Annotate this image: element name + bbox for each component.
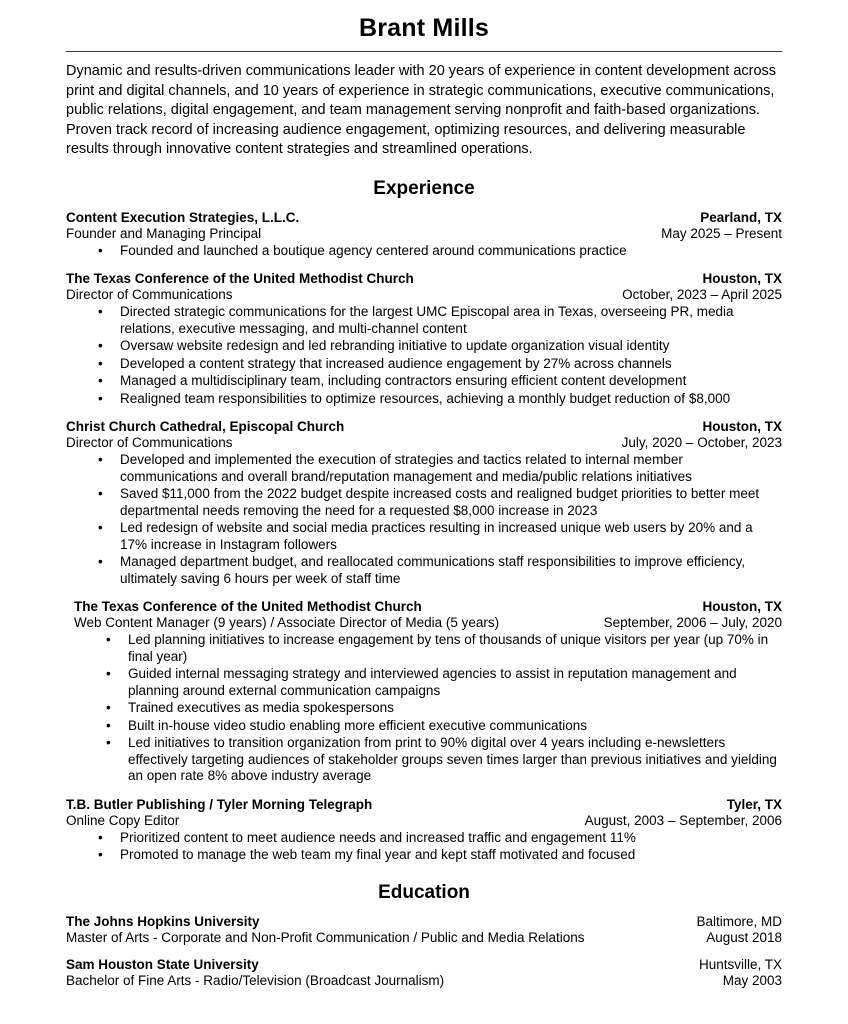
education-school-row	[66, 914, 782, 929]
list-item-text: Prioritized content to meet audience needs and increased traffic and engagement 11%	[120, 829, 636, 845]
bullet-icon: •	[98, 373, 103, 388]
list-item-text: Founded and launched a boutique agency centered around communications practice	[120, 242, 627, 258]
list-item	[98, 554, 782, 587]
experience-title-row	[66, 435, 782, 450]
experience-company-row	[66, 797, 782, 812]
section-heading-education: Education	[378, 881, 470, 903]
company-location: Pearland, TX	[700, 209, 782, 225]
school-location: Huntsville, TX	[698, 956, 782, 972]
list-item-text: Led planning initiatives to increase engagement by tens of thousands of unique visitors per year (up 70% in final year)	[128, 632, 769, 664]
achievement-list	[66, 452, 782, 587]
bullet-icon: •	[106, 735, 111, 750]
education-school-row	[66, 957, 782, 972]
graduation-date: May 2003	[722, 972, 782, 988]
list-item	[98, 338, 782, 355]
job-dates: July, 2020 – October, 2023	[621, 435, 782, 450]
company-name: The Texas Conference of the United Methodist Church	[66, 271, 414, 286]
list-item	[98, 486, 782, 519]
school-name: The Johns Hopkins University	[66, 913, 260, 929]
list-item	[106, 666, 782, 699]
list-item	[98, 356, 782, 373]
list-item	[106, 718, 782, 735]
bullet-icon: •	[98, 390, 103, 406]
list-item	[98, 520, 782, 553]
bullet-icon: •	[98, 829, 103, 845]
achievement-list	[66, 243, 782, 260]
school-name: Sam Houston State University	[66, 956, 259, 972]
school-location: Baltimore, MD	[696, 913, 782, 929]
list-item-text: Saved $11,000 from the 2022 budget despite increased costs and realigned budget priorities to better meet departmental needs removing the need for a requested $8,000 increase in 2023	[120, 486, 760, 518]
bullet-icon: •	[106, 717, 111, 733]
list-item	[98, 304, 782, 337]
experience-title-row	[66, 226, 782, 241]
list-item-text: Oversaw website redesign and led rebranding initiative to update organization visual identity	[120, 338, 670, 353]
bullet-icon: •	[106, 666, 111, 681]
list-item-text: Directed strategic communications for the largest UMC Episcopal area in Texas, overseeing PR, media relations, executive messaging, and multi-channel content	[120, 304, 734, 336]
achievement-list	[74, 632, 782, 785]
company-location: Houston, TX	[702, 599, 782, 614]
achievement-list	[66, 830, 782, 864]
bullet-icon: •	[98, 520, 103, 535]
bullet-icon: •	[98, 486, 103, 501]
experience-entry	[66, 797, 782, 864]
list-item-text: Developed a content strategy that increased audience engagement by 27% across channels	[120, 355, 672, 371]
education-entry	[66, 957, 782, 988]
experience-company-row	[66, 419, 782, 434]
job-dates: August, 2003 – September, 2006	[584, 812, 782, 828]
company-location: Houston, TX	[702, 271, 782, 286]
bullet-icon: •	[98, 847, 103, 862]
graduation-date: August 2018	[706, 929, 782, 945]
degree-name: Bachelor of Fine Arts - Radio/Television (Broadcast Journalism)	[66, 972, 445, 988]
experience-company-row	[66, 210, 782, 225]
bullet-icon: •	[106, 632, 111, 647]
job-title: Online Copy Editor	[66, 812, 180, 828]
degree-name: Master of Arts - Corporate and Non-Profit Communication / Public and Media Relations	[66, 929, 585, 945]
list-item-text: Led redesign of website and social media practices resulting in increased unique web users by 20% and a 17% increase in Instagram followers	[120, 520, 753, 552]
list-item	[98, 391, 782, 408]
experience-entry	[66, 271, 782, 407]
section-heading-experience: Experience	[373, 177, 475, 199]
list-item	[106, 632, 782, 665]
bullet-icon: •	[98, 554, 103, 569]
education-degree-row	[66, 973, 782, 988]
bullet-icon: •	[106, 700, 111, 715]
job-title: Founder and Managing Principal	[66, 225, 262, 241]
experience-entry	[66, 419, 782, 587]
experience-company-row	[66, 271, 782, 286]
company-name: The Texas Conference of the United Methodist Church	[74, 599, 422, 614]
list-item-text: Trained executives as media spokespersons	[128, 700, 394, 715]
experience-title-row	[66, 287, 782, 302]
bullet-icon: •	[98, 242, 103, 258]
education-entry	[66, 914, 782, 945]
list-item	[98, 373, 782, 390]
summary-paragraph: Dynamic and results-driven communications leader with 20 years of experience in content development across print and digital channels, and 10 years of experience in strategic communications, executive communications, public relations, digital engagement, and team management serving nonprofit and faith-based organizations. Proven track record of increasing audience engagement, optimizing resources, and delivering measurable results through innovative content strategies and streamlined operations.	[66, 63, 777, 157]
list-item	[98, 847, 782, 864]
bullet-icon: •	[98, 452, 103, 467]
job-dates: October, 2023 – April 2025	[622, 287, 782, 302]
list-item-text: Realigned team responsibilities to optimize resources, achieving a monthly budget reduction of $8,000	[120, 390, 731, 406]
experience-entry	[66, 599, 782, 785]
education-degree-row	[66, 930, 782, 945]
experience-title-row	[66, 813, 782, 828]
bullet-icon: •	[98, 355, 103, 371]
list-item-text: Developed and implemented the execution of strategies and tactics related to internal member communications and overall brand/reputation management and media/public relations initiatives	[120, 452, 692, 484]
experience-company-row	[74, 599, 782, 614]
job-title: Director of Communications	[66, 435, 233, 450]
list-item	[98, 243, 782, 260]
company-location: Houston, TX	[702, 419, 782, 434]
list-item	[106, 700, 782, 717]
bullet-icon: •	[98, 338, 103, 353]
list-item	[98, 830, 782, 847]
company-name: T.B. Butler Publishing / Tyler Morning Telegraph	[66, 796, 373, 812]
bullet-icon: •	[98, 304, 103, 319]
list-item-text: Managed department budget, and reallocated communications staff responsibilities to improve efficiency, ultimately saving 6 hours per week of staff time	[120, 554, 746, 586]
list-item-text: Built in-house video studio enabling more efficient executive communications	[128, 717, 588, 733]
company-name: Content Execution Strategies, L.L.C.	[66, 209, 300, 225]
list-item-text: Led initiatives to transition organization from print to 90% digital over 4 years including e-newsletters effectively targeting audiences of stakeholder groups seven times larger than previous initiatives and yielding an open rate 8% above industry average	[128, 735, 777, 783]
header-divider	[66, 51, 782, 52]
experience-title-row	[74, 615, 782, 630]
list-item	[98, 452, 782, 485]
company-name: Christ Church Cathedral, Episcopal Church	[66, 419, 345, 434]
job-title: Director of Communications	[66, 287, 233, 302]
job-title: Web Content Manager (9 years) / Associate Director of Media (5 years)	[74, 615, 500, 630]
list-item-text: Guided internal messaging strategy and interviewed agencies to assist in reputation management and planning around external communication campaigns	[128, 666, 737, 698]
list-item-text: Promoted to manage the web team my final year and kept staff motivated and focused	[120, 847, 636, 862]
achievement-list	[66, 304, 782, 407]
company-location: Tyler, TX	[726, 796, 782, 812]
page-title: Brant Mills	[359, 14, 489, 42]
experience-entry	[66, 210, 782, 260]
job-dates: September, 2006 – July, 2020	[603, 615, 782, 630]
list-item	[106, 735, 782, 785]
job-dates: May 2025 – Present	[661, 225, 782, 241]
list-item-text: Managed a multidisciplinary team, including contractors ensuring efficient content development	[120, 373, 687, 388]
